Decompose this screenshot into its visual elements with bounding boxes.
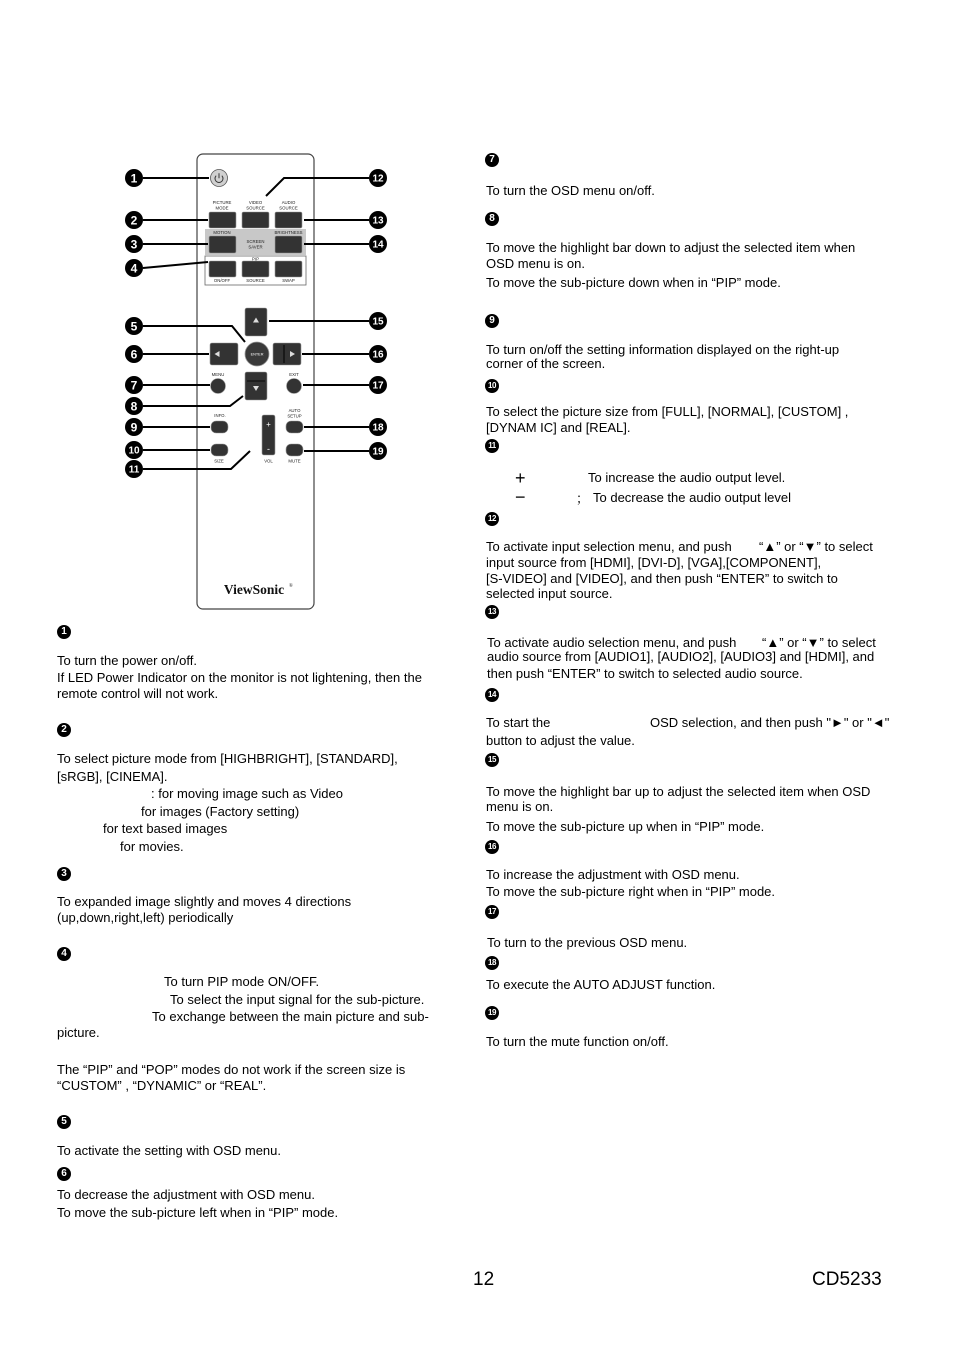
section-13-number-badge: 13 xyxy=(485,605,499,619)
section-12-text: input source from [HDMI], [DVI-D], [VGA],[COMPONENT], xyxy=(486,555,822,570)
callout-17 xyxy=(369,376,387,394)
section-10-number-badge: 10 xyxy=(485,379,499,393)
section-18-text: To execute the AUTO ADJUST function. xyxy=(486,977,716,992)
section-2-text: for text based images xyxy=(103,821,228,836)
svg-text:10: 10 xyxy=(128,445,140,457)
picture-mode-label: MODE xyxy=(215,205,229,211)
section-17-number-badge: 17 xyxy=(485,905,499,919)
section-14-text: OSD selection, and then push "►" or "◄" xyxy=(650,715,890,730)
section-12-text: “▲” or “▼” to select xyxy=(759,539,873,554)
motion-button xyxy=(209,236,236,253)
svg-text:6: 6 xyxy=(130,347,138,362)
callout-2 xyxy=(125,211,143,229)
section-8-text: To move the highlight bar down to adjust the selected item when xyxy=(486,240,856,255)
section-11-separator: ； xyxy=(576,491,590,506)
svg-text:1: 1 xyxy=(130,171,138,186)
vol-label: VOL xyxy=(264,458,273,464)
vol-minus-label: - xyxy=(267,444,270,454)
section-1-text: remote control will not work. xyxy=(57,686,219,701)
section-9-text: To turn on/off the setting information displayed on the right-up xyxy=(486,342,840,357)
section-12-text: selected input source. xyxy=(486,586,613,601)
section-2-text: [sRGB], [CINEMA]. xyxy=(57,769,168,784)
section-5-number-badge: 5 xyxy=(57,1115,71,1129)
menu-button xyxy=(211,379,226,394)
section-2-text: for images (Factory setting) xyxy=(141,804,300,819)
screen-saver-label: SCREEN xyxy=(246,239,265,244)
section-3-number-badge: 3 xyxy=(57,867,71,881)
section-3-text: (up,down,right,left) periodically xyxy=(57,910,234,925)
section-19-text: To turn the mute function on/off. xyxy=(486,1034,669,1049)
section-11-text: To decrease the audio output level xyxy=(593,490,792,505)
video-source-button xyxy=(242,212,269,228)
section-4-note: “CUSTOM” , “DYNAMIC” or “REAL”. xyxy=(57,1078,267,1093)
svg-text:19: 19 xyxy=(372,446,384,458)
section-4-text: To turn PIP mode ON/OFF. xyxy=(164,974,320,989)
callout-12 xyxy=(369,169,387,187)
viewsonic-logo-mark: ® xyxy=(289,584,293,589)
nav-up-button xyxy=(245,308,267,336)
section-13-text: audio source from [AUDIO1], [AUDIO2], [AUDIO3] and [HDMI], and xyxy=(487,649,875,664)
size-label: SIZE xyxy=(214,458,224,464)
section-13-text: then push “ENTER” to switch to selected audio source. xyxy=(487,666,803,681)
page-number: 12 xyxy=(473,1269,495,1290)
exit-button xyxy=(287,379,302,394)
enter-label: ENTER xyxy=(250,352,264,357)
section-14-text: button to adjust the value. xyxy=(486,733,635,748)
section-12-text: [S-VIDEO] and [VIDEO], and then push “ENTER” to switch to xyxy=(486,571,838,586)
section-2-text: : for moving image such as Video xyxy=(151,786,343,801)
section-13-text: To activate audio selection menu, and push xyxy=(487,635,737,650)
section-9-text: corner of the screen. xyxy=(486,356,606,371)
audio-source-label: AUDIO xyxy=(281,200,296,205)
svg-text:12: 12 xyxy=(372,173,384,185)
svg-text:5: 5 xyxy=(130,319,138,334)
section-9-number-badge: 9 xyxy=(485,314,499,328)
callout-10 xyxy=(125,441,143,459)
section-14-number-badge: 14 xyxy=(485,688,499,702)
remote-control-diagram xyxy=(0,0,954,620)
callout-19 xyxy=(369,442,387,460)
section-3-text: To expanded image slightly and moves 4 directions xyxy=(57,894,352,909)
section-8-text: To move the sub-picture down when in “PIP” mode. xyxy=(486,275,781,290)
callout-1 xyxy=(125,169,143,187)
callout-6 xyxy=(125,345,143,363)
info-label: INFO. xyxy=(214,413,226,418)
section-1-text: If LED Power Indicator on the monitor is not lightening, then the xyxy=(57,670,422,685)
video-source-label: VIDEO xyxy=(248,200,263,205)
mute-button xyxy=(286,444,303,456)
section-8-number-badge: 8 xyxy=(485,212,499,226)
section-16-text: To move the sub-picture right when in “PIP” mode. xyxy=(486,884,776,899)
pip-label: PIP xyxy=(252,256,259,262)
section-1-number-badge: 1 xyxy=(57,625,71,639)
svg-text:11: 11 xyxy=(128,464,140,476)
section-4-text: To exchange between the main picture and sub- xyxy=(152,1009,429,1024)
section-10-text: To select the picture size from [FULL], [NORMAL], [CUSTOM] , xyxy=(486,404,849,419)
section-12-text: To activate input selection menu, and push xyxy=(486,539,732,554)
section-15-text: menu is on. xyxy=(486,799,554,814)
info-button xyxy=(211,421,228,433)
callout-18 xyxy=(369,418,387,436)
section-11-text: To increase the audio output level. xyxy=(588,470,786,485)
section-10-text: [DYNAM IC] and [REAL]. xyxy=(486,420,631,435)
nav-down-button xyxy=(245,372,267,400)
svg-text:9: 9 xyxy=(130,420,138,435)
section-2-text: To select picture mode from [HIGHBRIGHT], [STANDARD], xyxy=(57,751,398,766)
audio-source-label: SOURCE xyxy=(279,205,298,211)
exit-label: EXIT xyxy=(289,372,299,377)
callout-9 xyxy=(125,418,143,436)
vol-plus-label: + xyxy=(266,420,271,429)
section-14-text: To start the xyxy=(486,715,551,730)
viewsonic-logo: ViewSonic xyxy=(223,582,285,597)
mute-label: MUTE xyxy=(288,458,301,464)
callout-3 xyxy=(125,235,143,253)
section-4-text: picture. xyxy=(57,1025,100,1040)
svg-text:8: 8 xyxy=(130,399,138,414)
section-7-text: To turn the OSD menu on/off. xyxy=(486,183,655,198)
svg-text:15: 15 xyxy=(372,316,384,328)
pip-source-button xyxy=(242,261,269,277)
brightness-label: BRIGHTNESS xyxy=(274,230,303,235)
minus-icon: − xyxy=(515,487,526,507)
section-6-number-badge: 6 xyxy=(57,1167,71,1181)
callout-11 xyxy=(125,460,143,478)
svg-text:17: 17 xyxy=(372,380,384,392)
section-12-number-badge: 12 xyxy=(485,512,499,526)
pip-on-off-button xyxy=(209,261,236,277)
plus-icon: + xyxy=(515,468,526,488)
callout-14 xyxy=(369,235,387,253)
section-13-text: “▲” or “▼” to select xyxy=(762,635,876,650)
model-name: CD5233 xyxy=(812,1269,882,1290)
callout-16 xyxy=(369,345,387,363)
svg-text:16: 16 xyxy=(372,349,384,361)
svg-text:2: 2 xyxy=(130,213,138,228)
svg-text:7: 7 xyxy=(130,378,138,393)
section-6-text: To decrease the adjustment with OSD menu. xyxy=(57,1187,315,1202)
screen-saver-label: SAVER xyxy=(248,244,263,250)
callout-15 xyxy=(369,312,387,330)
audio-source-button xyxy=(275,212,302,228)
enter-button xyxy=(245,342,269,366)
section-16-text: To increase the adjustment with OSD menu. xyxy=(486,867,740,882)
section-15-number-badge: 15 xyxy=(485,753,499,767)
auto-setup-label: AUTO xyxy=(288,408,301,413)
section-7-number-badge: 7 xyxy=(485,153,499,167)
svg-text:14: 14 xyxy=(372,239,384,251)
picture-mode-button xyxy=(209,212,236,228)
size-button xyxy=(211,444,228,456)
callout-4 xyxy=(125,259,143,277)
section-17-text: To turn to the previous OSD menu. xyxy=(487,935,688,950)
section-15-text: To move the sub-picture up when in “PIP” mode. xyxy=(486,819,765,834)
pip-swap-button xyxy=(275,261,302,277)
section-16-number-badge: 16 xyxy=(485,840,499,854)
auto-setup-label: SETUP xyxy=(287,413,302,419)
nav-right-button xyxy=(273,343,301,365)
motion-label: MOTION xyxy=(213,230,231,235)
section-2-text: for movies. xyxy=(120,839,184,854)
volume-rocker xyxy=(262,415,275,455)
svg-text:18: 18 xyxy=(372,422,384,434)
power-button xyxy=(211,170,228,187)
picture-mode-label: PICTURE xyxy=(212,200,232,205)
section-4-text: To select the input signal for the sub-picture. xyxy=(170,992,425,1007)
svg-text:4: 4 xyxy=(130,261,138,276)
section-4-number-badge: 4 xyxy=(57,947,71,961)
pip-on-off-label: ON/OFF xyxy=(213,278,231,283)
section-5-text: To activate the setting with OSD menu. xyxy=(57,1143,281,1158)
section-6-text: To move the sub-picture left when in “PIP” mode. xyxy=(57,1205,339,1220)
video-source-label: SOURCE xyxy=(246,205,265,211)
callout-8 xyxy=(125,397,143,415)
callout-5 xyxy=(125,317,143,335)
menu-label: MENU xyxy=(211,372,225,377)
section-8-text: OSD menu is on. xyxy=(486,256,585,271)
section-15-text: To move the highlight bar up to adjust the selected item when OSD xyxy=(486,784,871,799)
nav-left-button xyxy=(210,343,238,365)
svg-text:13: 13 xyxy=(372,215,384,227)
pip-source-label: SOURCE xyxy=(246,278,265,283)
callout-7 xyxy=(125,376,143,394)
svg-text:3: 3 xyxy=(130,237,138,252)
section-11-number-badge: 11 xyxy=(485,439,499,453)
section-2-number-badge: 2 xyxy=(57,723,71,737)
section-1-text: To turn the power on/off. xyxy=(57,653,197,668)
section-4-note: The “PIP” and “POP” modes do not work if the screen size is xyxy=(57,1062,406,1077)
pip-swap-label: SWAP xyxy=(282,278,295,283)
brightness-button xyxy=(275,236,302,253)
section-18-number-badge: 18 xyxy=(485,956,499,970)
callout-13 xyxy=(369,211,387,229)
auto-setup-button xyxy=(286,421,303,433)
section-19-number-badge: 19 xyxy=(485,1006,499,1020)
